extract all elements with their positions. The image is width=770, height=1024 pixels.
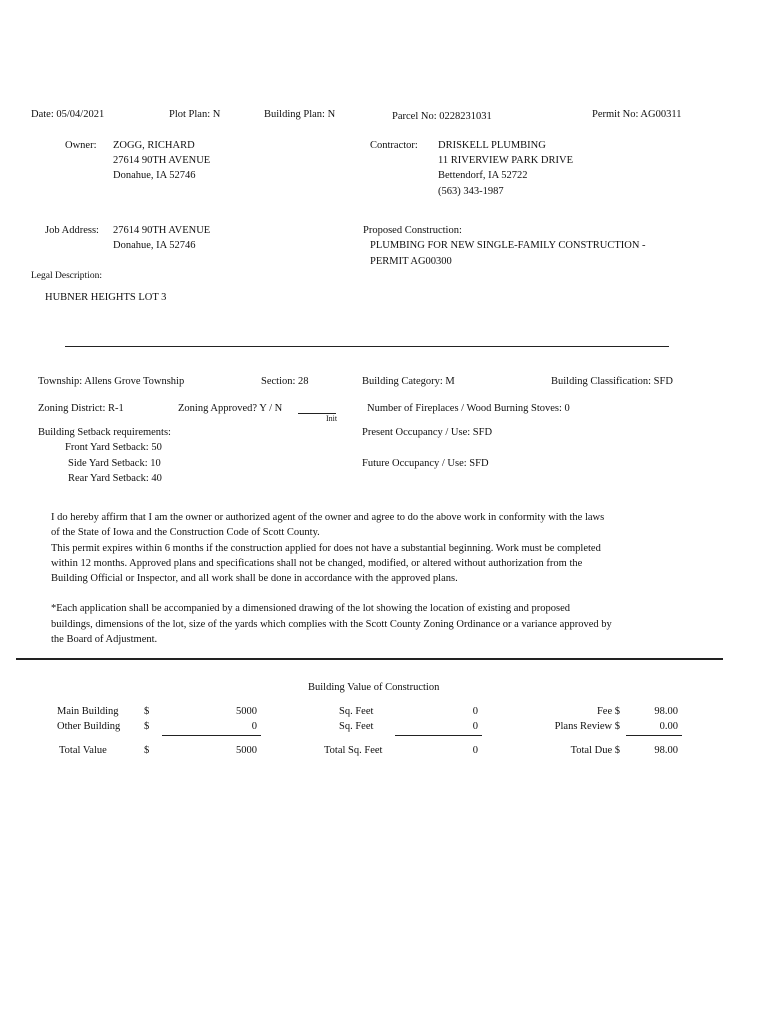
main-building-label: Main Building	[57, 706, 119, 717]
section-divider	[65, 346, 669, 347]
total-due-label: Total Due $	[570, 745, 620, 756]
other-building-value: 0	[251, 721, 257, 732]
building-category: Building Category: M	[362, 376, 455, 387]
plans-review-value: 0.00	[659, 721, 678, 732]
affirm-paragraph3-line3: the Board of Adjustment.	[51, 634, 158, 645]
plans-review-label: Plans Review $	[554, 721, 620, 732]
future-occupancy: Future Occupancy / Use: SFD	[362, 458, 489, 469]
job-street: 27614 90TH AVENUE	[113, 225, 211, 236]
total-due-value: 98.00	[654, 745, 678, 756]
fireplaces-count: Number of Fireplaces / Wood Burning Stoves: 0	[367, 403, 570, 414]
job-city: Donahue, IA 52746	[113, 240, 196, 251]
affirm-paragraph3-line2: buildings, dimensions of the lot, size of the yards which complies with the Scott County Zoning Ordinance or a variance approved by	[51, 619, 612, 630]
permit-date: Date: 05/04/2021	[31, 109, 105, 120]
building-plan: Building Plan: N	[264, 109, 336, 120]
proposed-construction-line1: PLUMBING FOR NEW SINGLE-FAMILY CONSTRUCTION -	[370, 240, 646, 251]
total-value-label: Total Value	[59, 745, 107, 756]
main-building-value: 5000	[236, 706, 257, 717]
legal-description-value: HUBNER HEIGHTS LOT 3	[45, 292, 167, 303]
building-classification: Building Classification: SFD	[551, 376, 673, 387]
fee-subtotal-line	[626, 735, 682, 736]
contractor-city: Bettendorf, IA 52722	[438, 170, 528, 181]
plot-plan: Plot Plan: N	[169, 109, 221, 120]
affirm-paragraph2-line2: within 12 months. Approved plans and specifications shall not be changed, modified, or altered without authorization from the	[51, 558, 583, 569]
job-address-label: Job Address:	[45, 225, 99, 236]
affirm-paragraph2-line3: Building Official or Inspector, and all work shall be done in accordance with the approved plans.	[51, 573, 458, 584]
zoning-init-label: Init	[326, 414, 338, 423]
affirm-paragraph2-line1: This permit expires within 6 months if the construction applied for does not have a substantial beginning. Work must be completed	[51, 543, 601, 554]
valuation-title: Building Value of Construction	[308, 682, 440, 693]
total-value: 5000	[236, 745, 257, 756]
permit-number: Permit No: AG00311	[592, 109, 682, 120]
owner-name: ZOGG, RICHARD	[113, 140, 195, 151]
rear-yard-setback: Rear Yard Setback: 40	[68, 473, 162, 484]
side-yard-setback: Side Yard Setback: 10	[68, 458, 161, 469]
total-sqfeet-value: 0	[472, 745, 478, 756]
owner-label: Owner:	[65, 140, 97, 151]
main-sqfeet-value: 0	[472, 706, 478, 717]
fee-label: Fee $	[596, 706, 620, 717]
main-building-currency: $	[144, 706, 150, 717]
present-occupancy: Present Occupancy / Use: SFD	[362, 427, 493, 438]
owner-city: Donahue, IA 52746	[113, 170, 196, 181]
owner-street: 27614 90TH AVENUE	[113, 155, 211, 166]
other-building-currency: $	[144, 721, 150, 732]
valuation-divider	[16, 658, 723, 660]
other-sqfeet-label: Sq. Feet	[339, 721, 374, 732]
parcel-number: Parcel No: 0228231031	[392, 111, 492, 122]
value-subtotal-line	[162, 735, 261, 736]
contractor-street: 11 RIVERVIEW PARK DRIVE	[438, 155, 573, 166]
contractor-name: DRISKELL PLUMBING	[438, 140, 546, 151]
total-value-currency: $	[144, 745, 150, 756]
zoning-district: Zoning District: R-1	[38, 403, 124, 414]
total-sqfeet-label: Total Sq. Feet	[324, 745, 383, 756]
proposed-construction-line2: PERMIT AG00300	[370, 256, 452, 267]
fee-value: 98.00	[654, 706, 678, 717]
contractor-label: Contractor:	[370, 140, 418, 151]
township: Township: Allens Grove Township	[38, 376, 185, 387]
affirm-paragraph3-line1: *Each application shall be accompanied by a dimensioned drawing of the lot showing the location of existing and proposed	[51, 603, 571, 614]
zoning-approved: Zoning Approved? Y / N	[178, 403, 283, 414]
contractor-phone: (563) 343-1987	[438, 186, 504, 197]
section-number: Section: 28	[261, 376, 309, 387]
affirm-paragraph1-line2: of the State of Iowa and the Construction Code of Scott County.	[51, 527, 320, 538]
other-building-label: Other Building	[57, 721, 121, 732]
proposed-construction-label: Proposed Construction:	[363, 225, 462, 236]
legal-description-label: Legal Description:	[31, 271, 102, 281]
front-yard-setback: Front Yard Setback: 50	[65, 442, 162, 453]
other-sqfeet-value: 0	[472, 721, 478, 732]
setback-requirements-label: Building Setback requirements:	[38, 427, 171, 438]
sqfeet-subtotal-line	[395, 735, 482, 736]
affirm-paragraph1-line1: I do hereby affirm that I am the owner or authorized agent of the owner and agree to do the above work in conformity with the laws	[51, 512, 605, 523]
main-sqfeet-label: Sq. Feet	[339, 706, 374, 717]
